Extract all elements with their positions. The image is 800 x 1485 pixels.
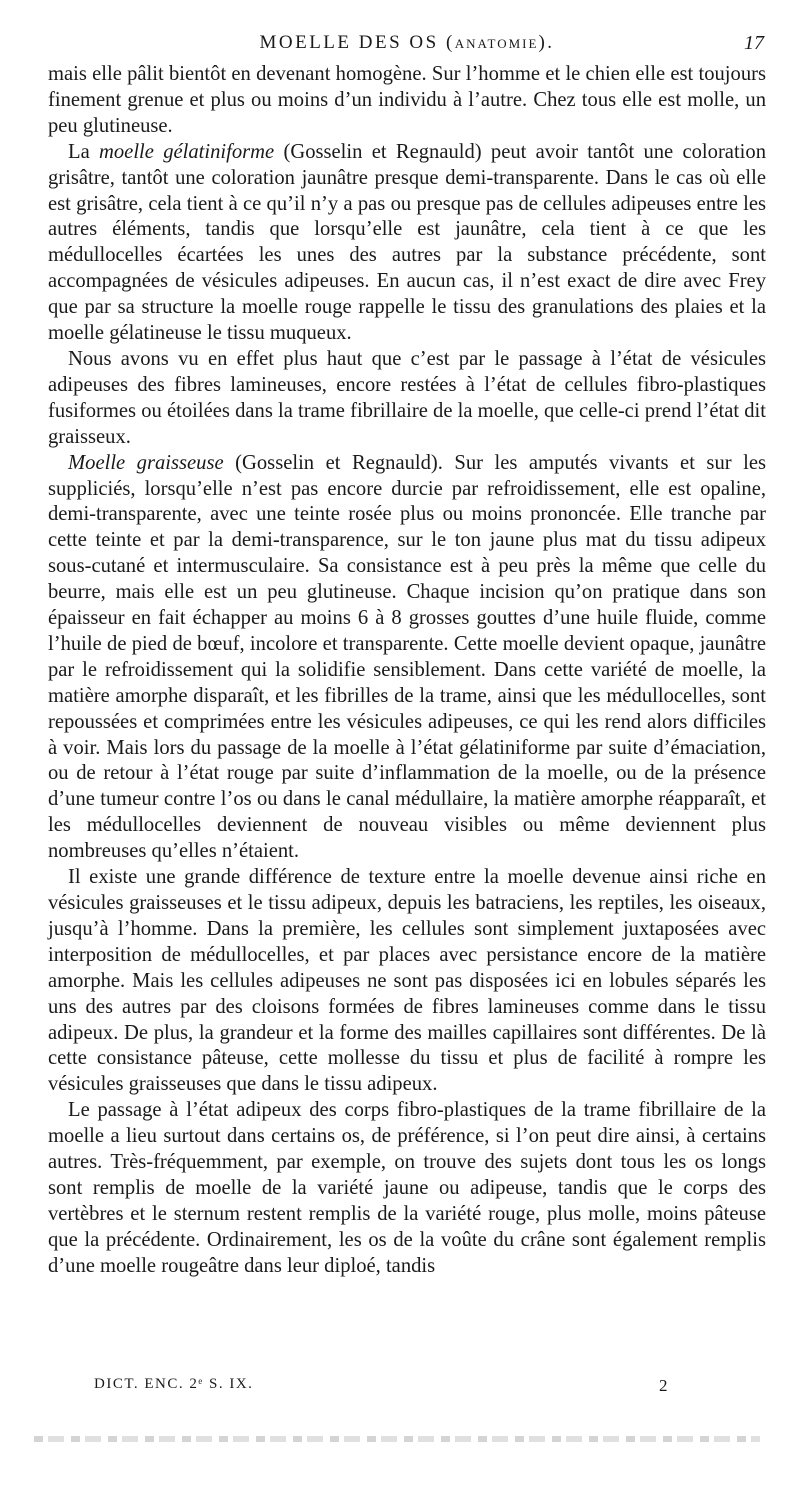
paragraph-body: (Gosselin et Regnauld) peut avoir tantôt une coloration grisâtre, tantôt une coloration jaunâtre presque demi-transparente. Dans le cas où elle est grisâtre, cela tient à ce qu’il n’y a pas ou presque pas de cellules adipeuses entre les autres éléments, tandis que lorsqu’elle est jaunâtre, cela tient à ce que les médullocelles écartées les unes des autres par la substance précédente, sont accompagnées de vésicules adipeuses. En aucun cas, il n’est exact de dire avec Frey que par sa structure la moelle rouge rappelle le tissu des granulations des plaies et la moelle gélatineuse le tissu muqueux. (48, 140, 766, 345)
body-text (48, 62, 766, 1280)
running-title-section: ANATOMIE (454, 36, 539, 51)
running-title-end: ). (538, 32, 555, 53)
footer (48, 1376, 766, 1406)
running-title-main: MOELLE DES OS ( (259, 32, 455, 53)
paragraph-moelle-gelatiniforme (48, 140, 766, 347)
paragraph-vesicules: Nous avons vu en effet plus haut que c’est par le passage à l’état de vésicules adipeuses des fibres lamineuses, encore restées à l’état de cellules fibro-plastiques fusiformes ou étoilées dans la trame fibrillaire de la moelle, que celle-ci prend l’état dit graisseux. (48, 347, 766, 448)
printer-signature: DICT. ENC. 2ᵉ S. IX. (94, 1376, 254, 1392)
paragraph-moelle-graisseuse (48, 451, 766, 866)
term-moelle-graisseuse: Moelle graisseuse (68, 451, 224, 474)
paragraph-body: (Gosselin et Regnauld). Sur les amputés vivants et sur les suppliciés, lorsqu’elle n’est pas encore durcie par refroidissement, elle est opaline, demi-transparente, avec une teinte rosée plus ou moins prononcée. Elle tranche par cette teinte et par la demi-transparence, sur le ton jaune plus mat du tissu adipeux sous-cutané et intermusculaire. Sa consistance est à peu près la même que celle du beurre, mais elle est un peu glutineuse. Chaque incision qu’on pratique dans son épaisseur en fait échapper au moins 6 à 8 grosses gouttes d’une huile fluide, comme l’huile de pied de bœuf, incolore et transparente. Cette moelle devient opaque, jaunâtre par le refroidissement qui la solidifie sensiblement. Dans cette variété de moelle, la matière amorphe disparaît, et les fibrilles de la trame, ainsi que les médullocelles, sont repoussées et comprimées entre les vésicules adipeuses, ce qui les rend alors difficiles à voir. Mais lors du passage de la moelle à l’état gélatiniforme par suite d’émaciation, ou de retour à l’état rouge par suite d’inflammation de la moelle, ou de la présence d’une tumeur contre l’os ou dans le canal médullaire, la matière amorphe réapparaît, et les médullocelles deviennent de nouveau visibles ou même deviennent plus nombreuses qu’elles n’étaient. (48, 451, 766, 863)
running-title (48, 32, 766, 54)
signature-mark: 2 (659, 1376, 668, 1395)
page-number: 17 (744, 32, 764, 54)
term-moelle-gelatiniforme: moelle gélatiniforme (99, 140, 275, 163)
paragraph-lead: La (68, 140, 100, 163)
running-head (48, 32, 766, 62)
bleed-through-line (34, 1436, 760, 1442)
paragraph-passage-adipeux: Le passage à l’état adipeux des corps fibro-plastiques de la trame fibrillaire de la moelle a lieu surtout dans certains os, de préférence, si l’on peut dire ainsi, à certains autres. Très-fréquemment, par exemple, on trouve des sujets dont tous les os longs sont remplis de moelle de la variété jaune ou adipeuse, tandis que le corps des vertèbres et le sternum restent remplis de la variété rouge, plus molle, moins pâteuse que la précédente. Ordinairement, les os de la voûte du crâne sont également remplis d’une moelle rougeâtre dans leur diploé, tandis (48, 1099, 766, 1277)
paragraph-continuation: mais elle pâlit bientôt en devenant homogène. Sur l’homme et le chien elle est toujours finement grenue et plus ou moins d’un individu à l’autre. Chez tous elle est molle, un peu glutineuse. (48, 63, 766, 137)
paragraph-texture: Il existe une grande différence de texture entre la moelle devenue ainsi riche en vésicules graisseuses et le tissu adipeux, depuis les batraciens, les reptiles, les oiseaux, jusqu’à l’homme. Dans la première, les cellules sont simplement juxtaposées avec interposition de médullocelles, et par places avec persistance encore de la matière amorphe. Mais les cellules adipeuses ne sont pas disposées ici en lobules séparés les uns des autres par des cloisons formées de fibres lamineuses comme dans le tissu adipeux. De plus, la grandeur et la forme des mailles capillaires sont différentes. De là cette consistance pâteuse, cette mollesse du tissu et plus de facilité à rompre les vésicules graisseuses que dans le tissu adipeux. (48, 866, 766, 1096)
